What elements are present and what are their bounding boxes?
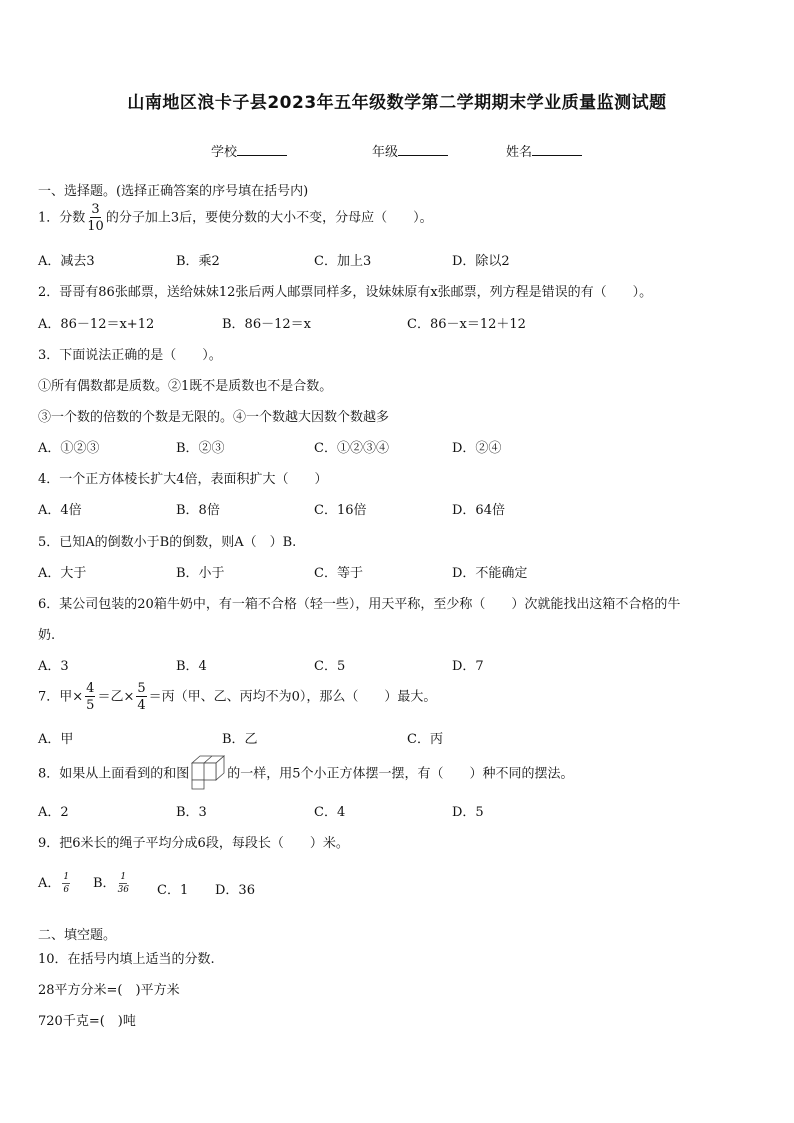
q4-option-d: D．64倍 — [452, 503, 505, 518]
q1-option-a: A．减去3 — [38, 254, 95, 269]
q1-prefix: 1．分数 — [38, 210, 86, 226]
name-label: 姓名 — [506, 145, 533, 160]
q5-option-b: B．小于 — [176, 566, 225, 581]
q7-fraction-2 — [136, 682, 146, 712]
q9-a-numerator: 1 — [63, 871, 70, 882]
q3-option-b: B．②③ — [176, 441, 225, 456]
q9-option-b-fraction — [118, 873, 129, 895]
q9-option-a-fraction — [62, 873, 70, 895]
q2-option-a: A．86－12＝x+12 — [38, 317, 155, 332]
q6-option-a: A．3 — [38, 659, 69, 674]
q9-option-c: C．1 — [157, 883, 189, 898]
cube-top-view-figure — [191, 754, 225, 794]
question-10: 10．在括号内填上适当的分数. — [38, 952, 215, 967]
q7-frac1-numerator: 4 — [86, 681, 95, 696]
school-label: 学校 — [211, 145, 238, 160]
grade-field — [372, 141, 448, 160]
q6-option-b: B．4 — [176, 659, 207, 674]
q2-option-c: C．86－x＝12＋12 — [407, 317, 526, 332]
q3-statement-2: ③一个数的倍数的个数是无限的。④一个数越大因数个数越多 — [38, 410, 390, 425]
q7-option-b: B．乙 — [222, 732, 258, 747]
name-field — [506, 141, 582, 160]
question-1 — [38, 203, 433, 233]
q8-option-c: C．4 — [314, 805, 346, 820]
q7-frac2-denominator: 4 — [137, 698, 146, 713]
question-9: 9．把6米长的绳子平均分成6段，每段长（ ）米。 — [38, 836, 349, 851]
q1-option-b: B．乘2 — [176, 254, 220, 269]
q1-frac-denominator: 10 — [87, 219, 104, 234]
q3-option-a: A．①②③ — [38, 441, 100, 456]
q8-option-a: A．2 — [38, 805, 69, 820]
q7-option-a: A．甲 — [38, 732, 74, 747]
q10-line-1: 28平方分米=( )平方米 — [38, 983, 180, 998]
q1-option-c: C．加上3 — [314, 254, 372, 269]
grade-blank — [398, 143, 448, 156]
q1-frac-numerator: 3 — [91, 202, 100, 217]
q7-suffix: ＝丙（甲、乙、丙均不为0），那么（ ）最大。 — [148, 689, 437, 705]
page-title: 山南地区浪卡子县2023年五年级数学第二学期期末学业质量监测试题 — [127, 93, 667, 113]
question-5: 5．已知A的倒数小于B的倒数，则A（ ）B. — [38, 535, 297, 550]
section-1-heading: 一、选择题。(选择正确答案的序号填在括号内) — [38, 184, 309, 199]
q9-option-a-label: A． — [38, 876, 61, 891]
q9-option-d: D．36 — [215, 883, 255, 898]
q7-frac2-numerator: 5 — [137, 681, 146, 696]
q7-prefix: 7．甲× — [38, 689, 84, 705]
school-field — [211, 141, 287, 160]
q2-option-b: B．86－12＝x — [222, 317, 311, 332]
question-8 — [38, 754, 574, 794]
q7-option-c: C．丙 — [407, 732, 443, 747]
q6-option-d: D．7 — [452, 659, 484, 674]
q7-middle: ＝乙× — [97, 689, 135, 705]
question-4: 4．一个正方体棱长扩大4倍，表面积扩大（ ） — [38, 472, 328, 487]
q10-line-2: 720千克=( )吨 — [38, 1014, 136, 1029]
q3-option-d: D．②④ — [452, 441, 502, 456]
q6-option-c: C．5 — [314, 659, 346, 674]
question-6-cont: 奶. — [38, 628, 56, 643]
name-blank — [532, 143, 582, 156]
section-2-heading: 二、填空题。 — [38, 928, 117, 943]
q5-option-d: D．不能确定 — [452, 566, 528, 581]
q5-option-a: A．大于 — [38, 566, 87, 581]
q7-fraction-1 — [85, 682, 95, 712]
q3-option-c: C．①②③④ — [314, 441, 389, 456]
q1-suffix: 的分子加上3后，要使分数的大小不变，分母应（ ）。 — [105, 210, 433, 226]
q9-b-numerator: 1 — [120, 871, 127, 882]
q1-option-d: D．除以2 — [452, 254, 510, 269]
question-6: 6．某公司包装的20箱牛奶中，有一箱不合格（轻一些），用天平称，至少称（ ）次就能找出这箱不合格的牛 — [38, 597, 681, 612]
q3-statement-1: ①所有偶数都是质数。②1既不是质数也不是合数。 — [38, 379, 333, 394]
q8-option-b: B．3 — [176, 805, 207, 820]
q9-b-denominator: 36 — [117, 884, 130, 895]
q5-option-c: C．等于 — [314, 566, 363, 581]
grade-label: 年级 — [372, 145, 399, 160]
question-7 — [38, 682, 436, 712]
q9-option-b-label: B． — [93, 876, 116, 891]
q9-option-b — [93, 872, 131, 895]
question-2: 2．哥哥有86张邮票，送给妹妹12张后两人邮票同样多，设妹妹原有x张邮票，列方程是错误的有（ ）。 — [38, 285, 653, 300]
q1-fraction — [87, 203, 104, 233]
question-3: 3．下面说法正确的是（ ）。 — [38, 348, 222, 363]
q8-prefix: 8．如果从上面看到的和图 — [38, 766, 190, 782]
q8-option-d: D．5 — [452, 805, 484, 820]
q4-option-b: B．8倍 — [176, 503, 220, 518]
q4-option-c: C．16倍 — [314, 503, 367, 518]
school-blank — [237, 143, 287, 156]
q9-option-a — [38, 872, 72, 895]
q4-option-a: A．4倍 — [38, 503, 82, 518]
q9-a-denominator: 6 — [63, 884, 70, 895]
q8-suffix: 的一样，用5个小正方体摆一摆，有（ ）种不同的摆法。 — [227, 766, 574, 782]
q7-frac1-denominator: 5 — [86, 698, 95, 713]
